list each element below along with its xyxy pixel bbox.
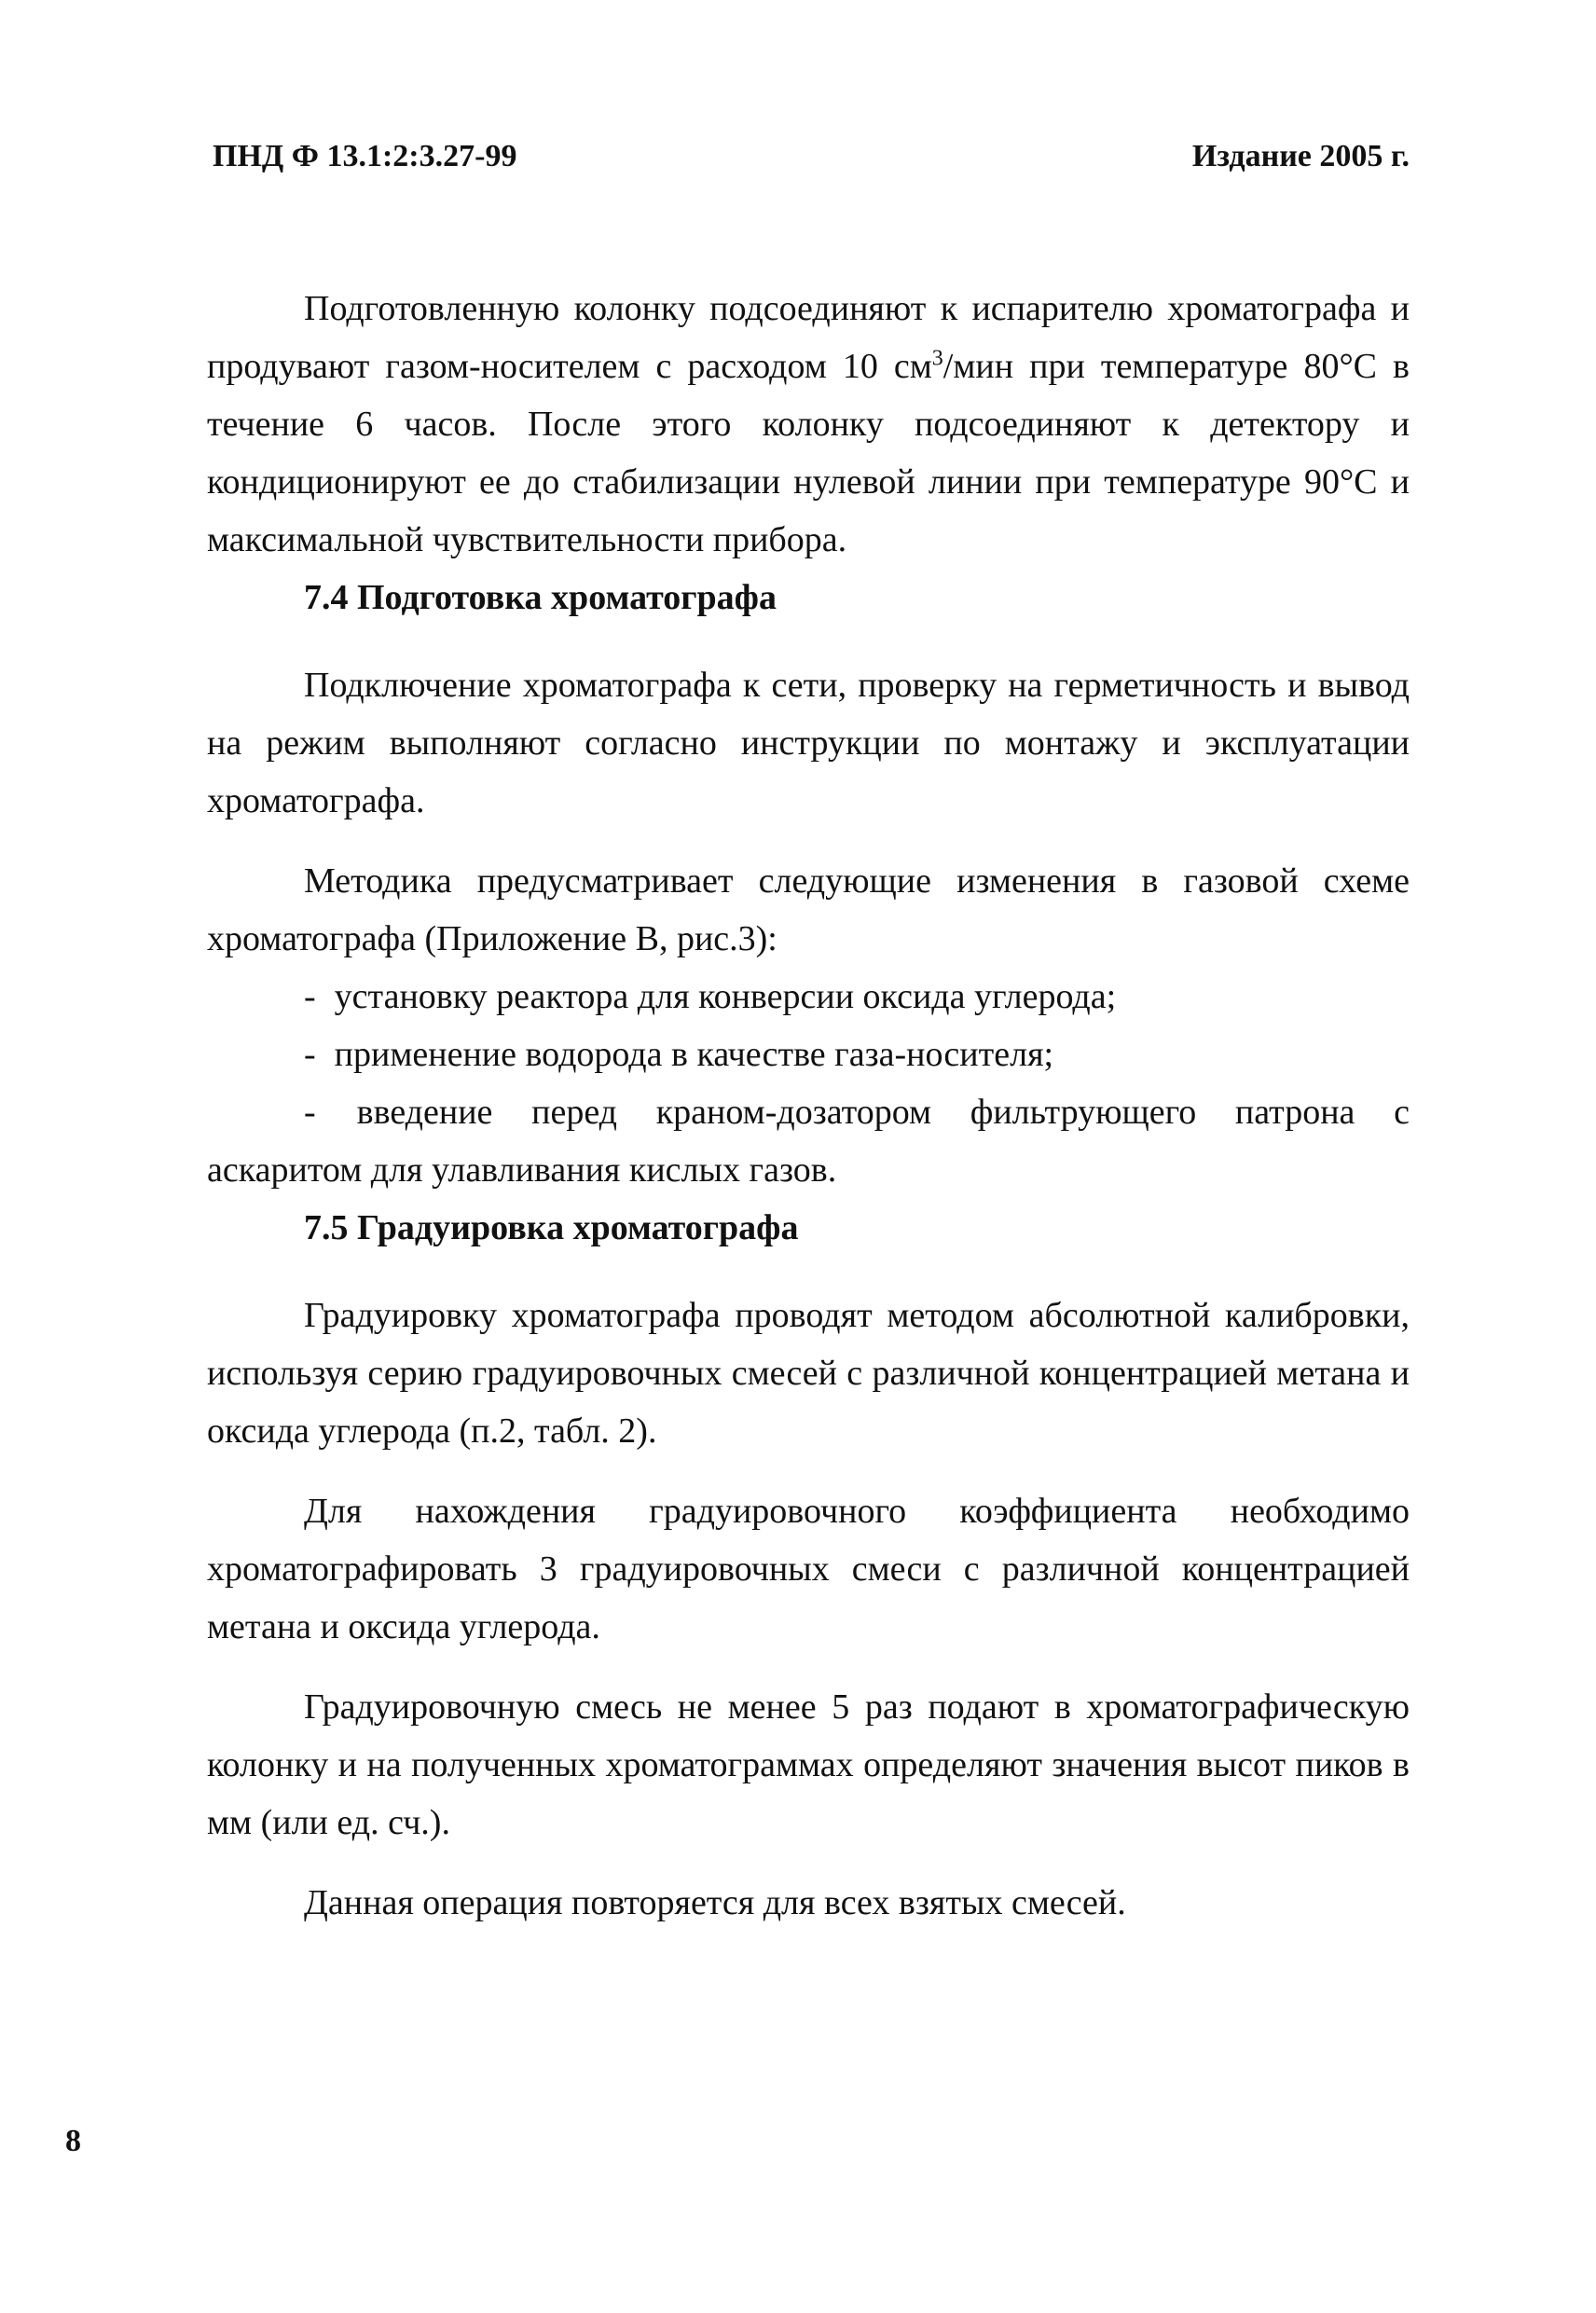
list-dash: - (304, 1035, 316, 1074)
list-dash: - (304, 977, 316, 1016)
list-dash: - (304, 1093, 316, 1132)
paragraph-column-preparation (207, 280, 1410, 569)
paragraph-coefficient: Для нахождения градуировочного коэффициента необходимо хроматографировать 3 градуировочных смеси с различной концентрацией метана и оксида углерода. (207, 1492, 1410, 1646)
list-item (207, 968, 1410, 1026)
list-item-text: применение водорода в качестве газа-носителя; (334, 1035, 1054, 1074)
list-item-text: введение перед краном-дозатором фильтрующего патрона с аскаритом для улавливания кислых газов. (207, 1093, 1410, 1190)
document-code: ПНД Ф 13.1:2:3.27-99 (213, 139, 517, 173)
paragraph-calibration: Градуировку хроматографа проводят методом абсолютной калибровки, используя серию градуировочных смесей с различной концентрацией метана и оксида углерода (п.2, табл. 2). (207, 1296, 1410, 1451)
paragraph-connection: Подключение хроматографа к сети, проверку на герметичность и вывод на режим выполняют согласно инструкции по монтажу и эксплуатации хроматографа. (207, 666, 1410, 820)
paragraph-method-changes: Методика предусматривает следующие изменения в газовой схеме хроматографа (Приложение В, рис.3): (207, 861, 1410, 958)
paragraph-mixture-injection: Градуировочную смесь не менее 5 раз подают в хроматографическую колонку и на полученных хроматограммах определяют значения высот пиков в мм (или ед. сч.). (207, 1687, 1410, 1842)
superscript: 3 (931, 346, 943, 371)
page-number: 8 (65, 2124, 81, 2158)
list-item-text: установку реактора для конверсии оксида углерода; (334, 977, 1117, 1016)
edition-label: Издание 2005 г. (1191, 139, 1410, 173)
section-heading-7-5: 7.5 Градуировка хроматографа (304, 1208, 799, 1247)
paragraph-text: Подготовленную колонку подсоединяют к испарителю хроматографа и продувают газом-носителем с расходом 10 см (207, 289, 1410, 386)
paragraph-repeat: Данная операция повторяется для всех взятых смесей. (304, 1883, 1126, 1922)
paragraph-text: /мин при температуре 80°С в течение 6 часов. После этого колонку подсоединяют к детектору и кондиционируют ее до стабилизации нулевой линии при температуре 90°С и максимальной чувствительности прибора. (207, 347, 1410, 559)
section-heading-7-4: 7.4 Подготовка хроматографа (304, 578, 777, 617)
page-body (207, 280, 1410, 1932)
list-item (207, 1083, 1410, 1199)
list-item (207, 1026, 1410, 1083)
